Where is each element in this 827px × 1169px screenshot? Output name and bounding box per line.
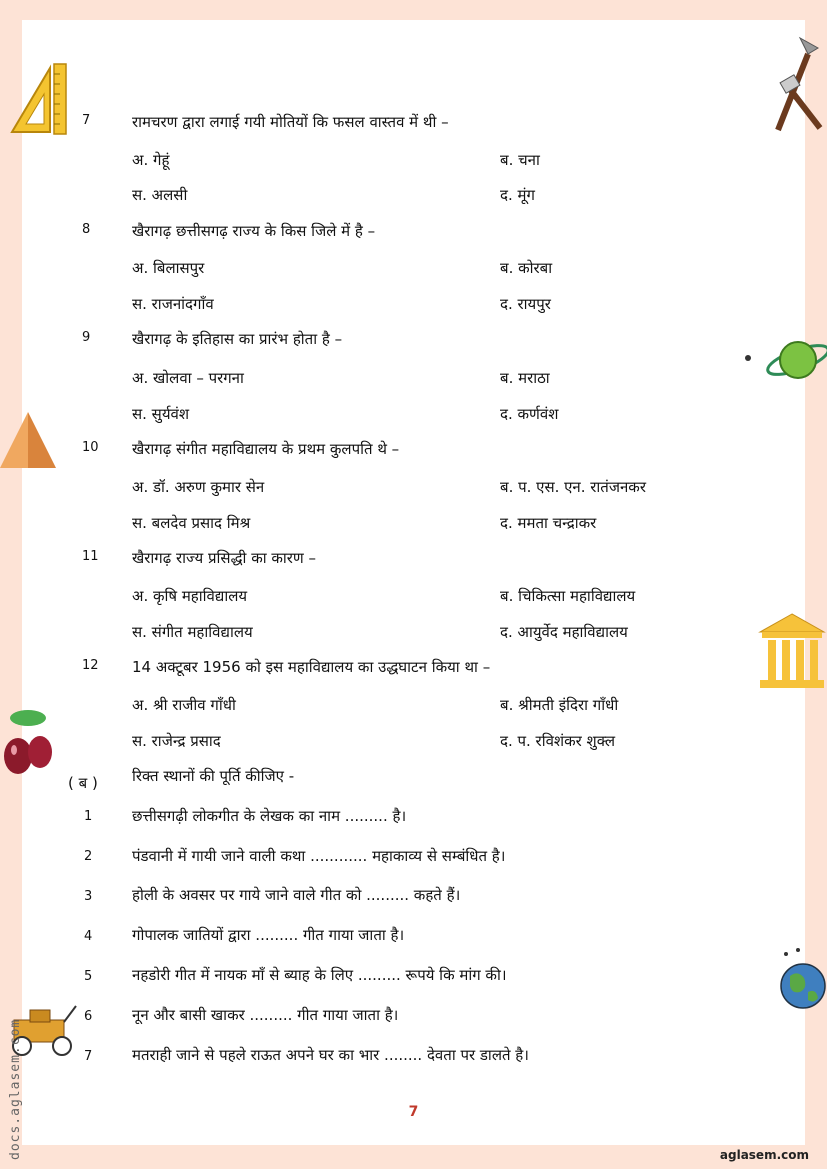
fill-item: होली के अवसर पर गाये जाने वाले गीत को ......... कहते हैं। [132, 886, 461, 904]
item-number: 2 [84, 849, 93, 864]
question-number: 10 [82, 440, 99, 455]
item-number: 7 [84, 1049, 93, 1064]
item-number: 1 [84, 809, 93, 824]
option-c: स. राजेन्द्र प्रसाद [132, 732, 221, 750]
option-c: स. संगीत महाविद्यालय [132, 623, 253, 641]
option-c: स. बलदेव प्रसाद मिश्र [132, 514, 251, 532]
ruler-triangle-icon [4, 60, 68, 136]
option-c: स. सुर्यवंश [132, 405, 190, 423]
option-a: अ. गेहूं [132, 151, 170, 169]
fill-item: मतराही जाने से पहले राऊत अपने घर का भार ........ देवता पर डालते है। [132, 1046, 529, 1064]
globe-icon [776, 946, 827, 1016]
option-c: स. अलसी [132, 186, 188, 204]
pyramid-icon [0, 410, 58, 472]
item-number: 3 [84, 889, 93, 904]
question-text: 14 अक्टूबर 1956 को इस महाविद्यालय का उद्धघाटन किया था – [132, 658, 491, 676]
option-d: द. प. रविशंकर शुक्ल [500, 732, 616, 750]
section-title: रिक्त स्थानों की पूर्ति कीजिए - [132, 767, 295, 785]
tools-icon [766, 34, 826, 134]
question-number: 11 [82, 549, 99, 564]
option-d: द. मूंग [500, 186, 535, 204]
fill-item: नहडोरी गीत में नायक माँ से ब्याह के लिए ......... रूपये कि मांग की। [132, 966, 507, 984]
question-text: खैरागढ़ राज्य प्रसिद्धी का कारण – [132, 549, 317, 567]
option-d: द. आयुर्वेद महाविद्यालय [500, 623, 628, 641]
question-number: 7 [82, 113, 91, 128]
option-a: अ. कृषि महाविद्यालय [132, 587, 248, 605]
fill-item: छत्तीसगढ़ी लोकगीत के लेखक का नाम ......... है। [132, 807, 407, 825]
section-label: ( ब ) [68, 774, 98, 792]
option-d: द. कर्णवंश [500, 405, 559, 423]
question-text: खैरागढ़ के इतिहास का प्रारंभ होता है – [132, 330, 343, 348]
option-a: अ. डॉ. अरुण कुमार सेन [132, 478, 265, 496]
option-a: अ. बिलासपुर [132, 259, 205, 277]
question-text: रामचरण द्वारा लगाई गयी मोतियों कि फसल वास्तव में थी – [132, 113, 449, 131]
item-number: 4 [84, 929, 93, 944]
option-a: अ. श्री राजीव गाँधी [132, 696, 236, 714]
fill-item: पंडवानी में गायी जाने वाली कथा ............ महाकाव्य से सम्बंधित है। [132, 847, 506, 865]
site-footer[interactable]: aglasem.com [719, 1148, 809, 1162]
option-b: ब. कोरबा [500, 259, 553, 277]
planet-icon [740, 330, 827, 390]
question-number: 12 [82, 658, 99, 673]
option-b: ब. चना [500, 151, 540, 169]
option-c: स. राजनांदगाँव [132, 295, 214, 313]
fill-item: गोपालक जातियों द्वारा ......... गीत गाया जाता है। [132, 926, 405, 944]
option-d: द. रायपुर [500, 295, 551, 313]
temple-icon [758, 610, 827, 690]
option-a: अ. खोलवा – परगना [132, 369, 244, 387]
question-number: 9 [82, 330, 91, 345]
item-number: 5 [84, 969, 93, 984]
option-b: ब. मराठा [500, 369, 550, 387]
question-number: 8 [82, 222, 91, 237]
option-b: ब. चिकित्सा महाविद्यालय [500, 587, 636, 605]
option-b: ब. श्रीमती इंदिरा गाँधी [500, 696, 619, 714]
question-text: खैरागढ़ छत्तीसगढ़ राज्य के किस जिले में है – [132, 222, 376, 240]
page-number: 7 [408, 1104, 419, 1120]
option-d: द. ममता चन्द्राकर [500, 514, 597, 532]
item-number: 6 [84, 1009, 93, 1024]
fill-item: नून और बासी खाकर ......... गीत गाया जाता है। [132, 1006, 399, 1024]
option-b: ब. प. एस. एन. रातंजनकर [500, 478, 646, 496]
watermark: docs.aglasem.com [8, 1018, 23, 1160]
question-text: खैरागढ़ संगीत महाविद्यालय के प्रथम कुलपति थे – [132, 440, 400, 458]
fruit-icon [0, 706, 58, 780]
